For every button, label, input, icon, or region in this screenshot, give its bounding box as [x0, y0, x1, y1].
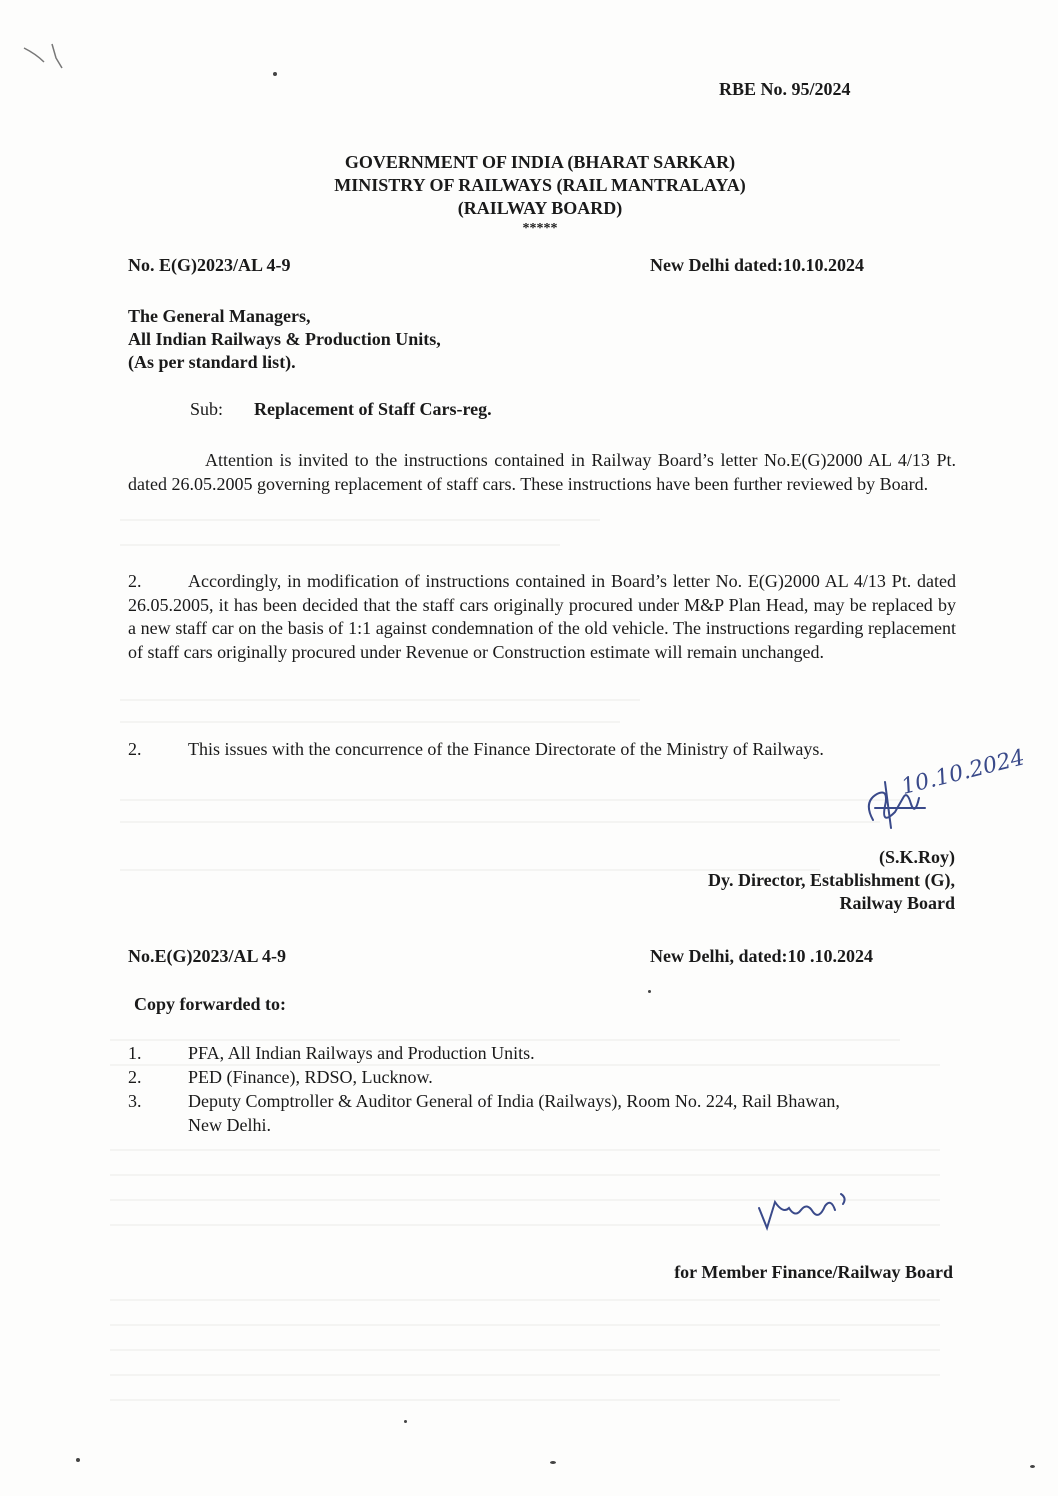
initials-signature [755, 1188, 865, 1238]
copy-footer: for Member Finance/Railway Board [674, 1262, 953, 1282]
subject-text: Replacement of Staff Cars-reg. [254, 399, 492, 419]
scan-speck [404, 1420, 407, 1423]
corner-mark [22, 40, 72, 80]
copy-heading: Copy forwarded to: [134, 994, 286, 1014]
addressee-line-2: All Indian Railways & Production Units, [128, 329, 441, 349]
paragraph-3-number: 2. [128, 739, 142, 759]
scan-speck [273, 72, 277, 76]
scan-speck [1030, 1465, 1035, 1468]
rbe-number: RBE No. 95/2024 [719, 79, 851, 99]
scan-speck [648, 990, 651, 993]
copy-date: New Delhi, dated:10 .10.2024 [650, 946, 873, 966]
copy-item-1-number: 1. [128, 1043, 142, 1063]
scan-speck [76, 1458, 80, 1462]
copy-item-2-text: PED (Finance), RDSO, Lucknow. [188, 1067, 433, 1087]
signature-handwritten-date: 10.10.2024 [898, 745, 1028, 800]
header-railway-board: (RAILWAY BOARD) [457, 198, 623, 218]
addressee-line-1: The General Managers, [128, 306, 311, 326]
subject-label: Sub: [190, 399, 224, 419]
header-stars: ***** [522, 221, 558, 236]
copy-item-3-number: 3. [128, 1091, 142, 1111]
signatory-office: Railway Board [839, 893, 955, 913]
copy-letter-number: No.E(G)2023/AL 4-9 [128, 946, 287, 966]
paragraph-3: This issues with the concurrence of the Finance Directorate of the Ministry of Railways. [188, 739, 824, 759]
header-government: GOVERNMENT OF INDIA (BHARAT SARKAR) [344, 152, 736, 172]
header-ministry: MINISTRY OF RAILWAYS (RAIL MANTRALAYA) [334, 175, 746, 195]
paragraph-1: Attention is invited to the instructions contained in Railway Board’s letter No.E(G)2000 AL 4/13 Pt. dated 26.05.2005 governing replacement of staff cars. These instructions have been further reviewed by Board. [128, 450, 956, 494]
addressee-line-3: (As per standard list). [128, 352, 296, 372]
paragraph-2-number: 2. [128, 571, 142, 591]
signatory-name: (S.K.Roy) [879, 847, 955, 867]
copy-item-1-text: PFA, All Indian Railways and Production Units. [188, 1043, 535, 1063]
copy-item-2-number: 2. [128, 1067, 142, 1087]
signatory-designation: Dy. Director, Establishment (G), [708, 870, 955, 890]
scan-speck [550, 1461, 556, 1464]
paragraph-2: Accordingly, in modification of instructions contained in Board’s letter No. E(G)2000 AL 4/13 Pt. dated 26.05.2005, it has been decided that the staff cars originally procured under M&P Plan Head, may be replaced by a new staff car on the basis of 1:1 against condemnation of the old vehicle. The instructions regarding replacement of staff cars originally procured under Revenue or Construction estimate will remain unchanged. [128, 571, 956, 662]
copy-item-3-text: Deputy Comptroller & Auditor General of India (Railways), Room No. 224, Rail Bhawan, New Delhi. [188, 1091, 840, 1135]
letter-number: No. E(G)2023/AL 4-9 [128, 255, 291, 275]
letter-date: New Delhi dated:10.10.2024 [650, 255, 864, 275]
